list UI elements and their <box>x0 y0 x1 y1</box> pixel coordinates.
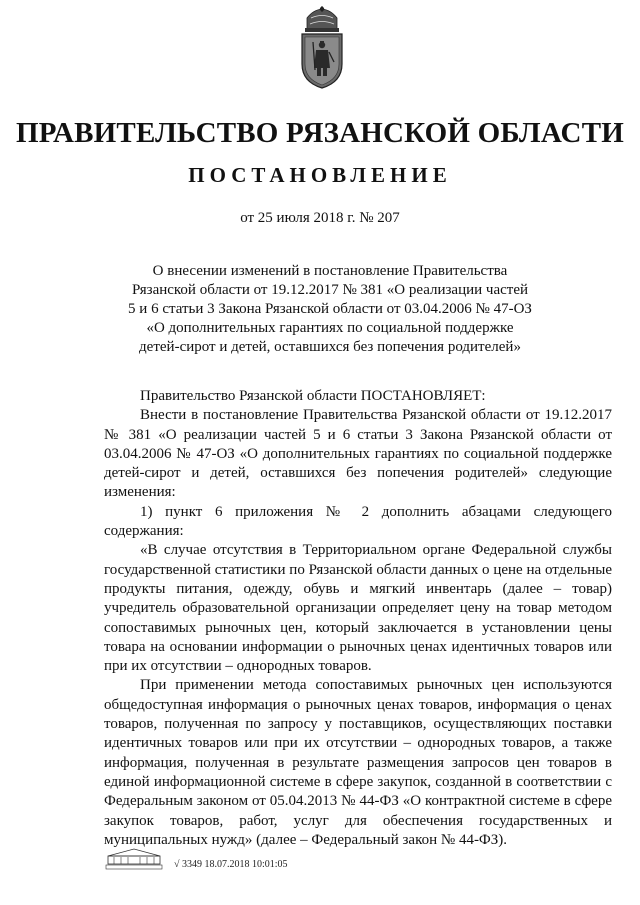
stamp-mark-icon: √ <box>174 859 180 870</box>
body-paragraph: Правительство Рязанской области ПОСТАНОВЛЯЕТ: <box>140 388 486 404</box>
printing-house-logo-icon <box>104 848 164 870</box>
document-date-number: от 25 июля 2018 г. № 207 <box>240 210 400 226</box>
coat-of-arms-icon <box>293 6 351 90</box>
document-stamp <box>174 859 288 870</box>
subject-line: детей-сирот и детей, оставшихся без попечения родителей» <box>139 339 521 355</box>
body-paragraph: «В случае отсутствия в Территориальном органе Федеральной службы государственной статистики по Рязанской области данных о цене на отдельные продукты питания, одежду, обувь и мягкий инвентарь (далее – товар) учредитель образовательной организации определяет цену на товар методом сопоставимых рыночных цен, который заключается в установлении цены товара на основании информации о рыночных ценах идентичных товаров или при их отсутствии – однородных товаров. <box>104 542 612 675</box>
document-body <box>104 387 612 850</box>
document-subject <box>115 262 545 357</box>
subject-line: 5 и 6 статьи 3 Закона Рязанской области от 03.04.2006 № 47-ОЗ <box>128 301 532 317</box>
body-paragraph: Внести в постановление Правительства Рязанской области от 19.12.2017 № 381 «О реализации частей 5 и 6 статьи 3 Закона Рязанской области от 03.04.2006 № 47-ОЗ «О дополнительных гарантиях по социальной поддержке детей-сирот и детей, оставшихся без попечения родителей» следующие изменения: <box>104 407 612 501</box>
organization-title: ПРАВИТЕЛЬСТВО РЯЗАНСКОЙ ОБЛАСТИ <box>16 117 624 149</box>
body-paragraph: 1) пункт 6 приложения № 2 дополнить абзацами следующего содержания: <box>104 503 612 540</box>
subject-line: О внесении изменений в постановление Правительства <box>152 263 508 279</box>
subject-line: Рязанской области от 19.12.2017 № 381 «О реализации частей <box>131 282 529 298</box>
subject-line: «О дополнительных гарантиях по социальной поддержке <box>146 320 514 336</box>
stamp-text: 3349 18.07.2018 10:01:05 <box>182 859 288 870</box>
document-type-heading: ПОСТАНОВЛЕНИЕ <box>188 163 452 187</box>
body-paragraph: При применении метода сопоставимых рыночных цен используются общедоступная информация о рыночных ценах товаров, информация о ценах товаров, полученная по запросу у поставщиков, осуществляющих поставки идентичных товаров или при их отсутствии – однородных товаров, а также информация, полученная в результате размещения запросов цен товаров в единой информационной системе в сфере закупок, созданной в соответствии с Федеральным законом от 05.04.2013 № 44-ФЗ «О контрактной системе в сфере закупок товаров, работ, услуг для обеспечения государственных и муниципальных нужд» (далее – Федеральный закон № 44-ФЗ). <box>104 677 612 848</box>
